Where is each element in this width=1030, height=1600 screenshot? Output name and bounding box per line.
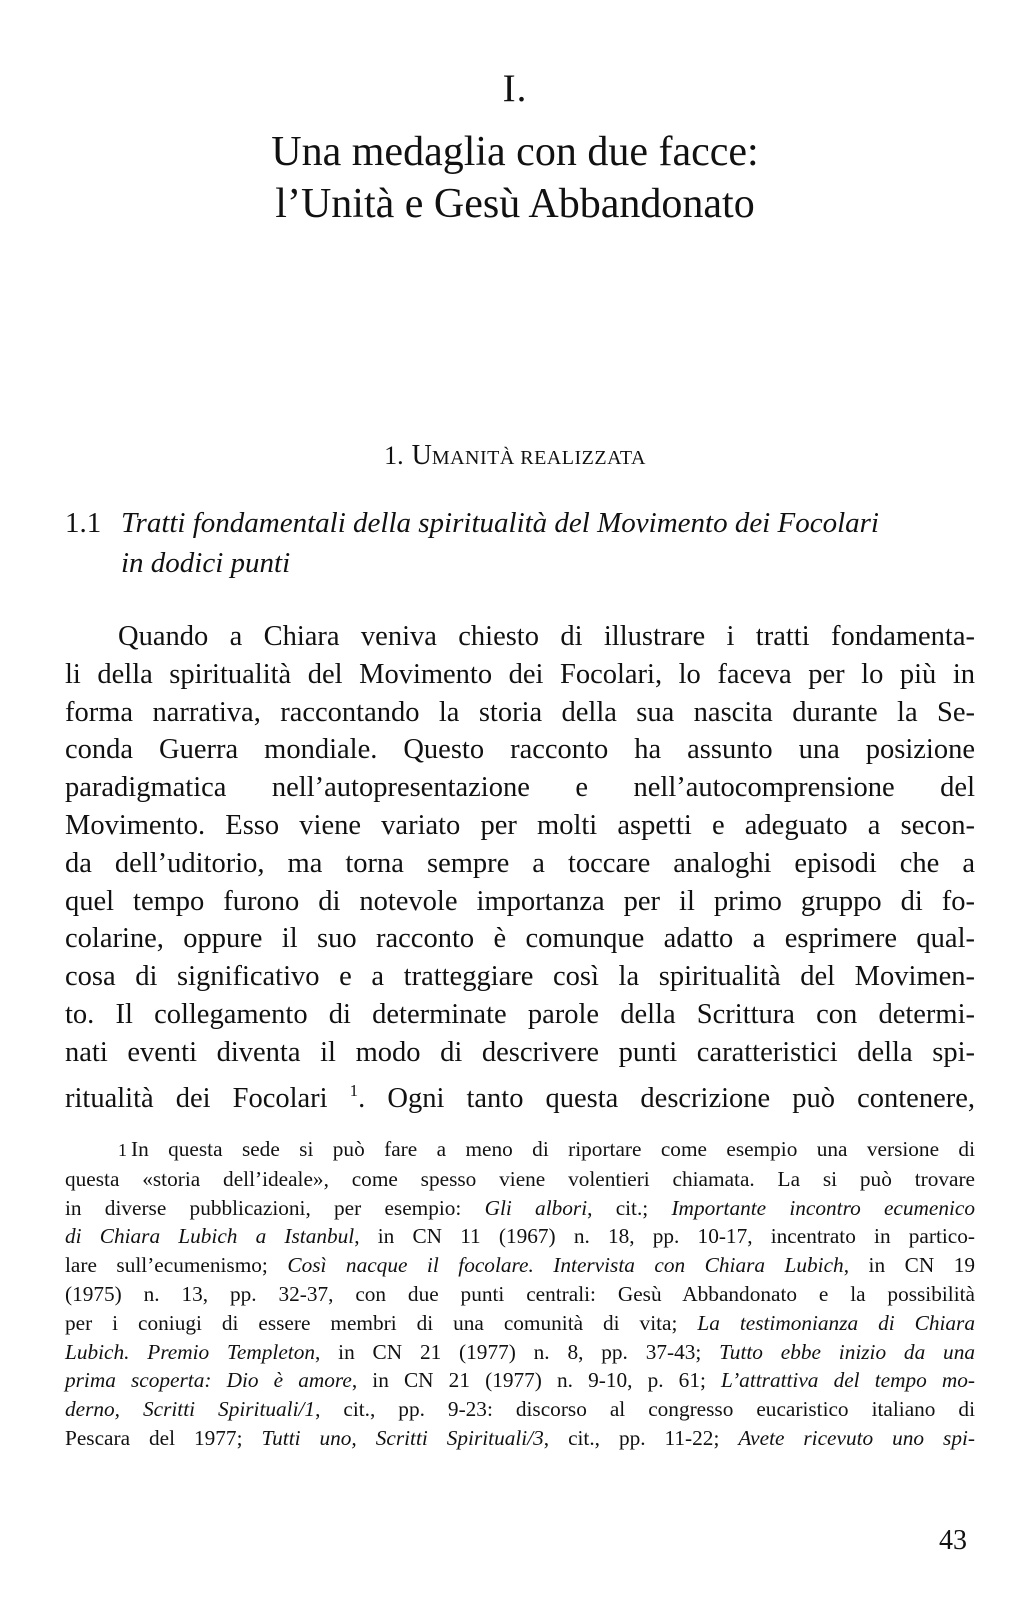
body-line-last [65,1072,975,1118]
body-line: cosa di significativo e a tratteggiare così la spiritualità del Movimen- [65,961,975,993]
body-line: li della spiritualità del Movimento dei Focolari, lo faceva per lo più in [65,658,975,690]
body-line: Movimento. Esso viene variato per molti aspetti e adeguato a secon- [65,809,975,841]
footnote-line [65,1135,975,1165]
footnote-citation: derno, Scritti Spirituali/1 [65,1397,316,1422]
footnote-text: per i coniugi di essere membri di una comunità di vita; [65,1310,698,1335]
chapter-title-line-1: Una medaglia con due facce: [271,129,759,175]
body-paragraph [65,618,975,1117]
footnote-text: , cit., pp. 11-22; [543,1425,739,1450]
footnote-citation: Tutti uno, Scritti Spirituali/3 [261,1425,544,1450]
footnote-citation: Così nacque il focolare. Intervista con Chiara Lubich [287,1253,844,1278]
footnote-text: , in CN 19 [843,1253,975,1278]
body-line: da dell’uditorio, ma torna sempre a toccare analoghi episodi che a [65,847,975,879]
footnote-line [65,1338,975,1367]
footnote-citation: Tutto ebbe inizio da una [719,1339,975,1364]
subsection-heading [65,503,971,583]
footnote [65,1135,975,1453]
body-line: nati eventi diventa il modo di descrivere punti caratteristici della spi- [65,1036,975,1068]
footnote-citation: Lubich. Premio Templeton [65,1339,315,1364]
footnote-line: questa «storia dell’ideale», come spesso viene volentieri chiamata. La si può trovare [65,1166,975,1191]
body-line: Quando a Chiara veniva chiesto di illustrare i tratti fondamenta- [118,621,975,652]
footnote-citation: Avete ricevuto uno spi- [738,1425,975,1450]
footnote-text: , cit., pp. 9-23: discorso al congresso eucaristico italiano di [315,1397,975,1422]
subsection-heading-line-1 [65,503,971,543]
footnote-line: (1975) n. 13, pp. 32-37, con due punti centrali: Gesù Abbandonato e la possibilità [65,1281,975,1306]
body-text-segment: ritualità dei Focolari [65,1082,350,1114]
footnote-line [65,1251,975,1280]
footnote-citation: La testimonianza di Chiara [697,1310,975,1335]
chapter-number: I. [502,67,528,110]
body-line: colarine, oppure il suo racconto è comunque adatto a esprimere qual- [65,923,975,955]
body-text-segment: . Ogni tanto questa descrizione può contenere, [358,1082,975,1114]
footnote-line [65,1424,975,1453]
footnote-text: Pescara del 1977; [65,1425,262,1450]
footnote-citation: L’attrattiva del tempo mo- [721,1368,976,1393]
body-line: quel tempo furono di notevole importanza per il primo gruppo di fo- [65,885,975,917]
footnote-citation: di Chiara Lubich a Istanbul [65,1224,355,1249]
chapter-title-line-2: l’Unità e Gesù Abbandonato [275,181,755,227]
footnote-text: In questa sede si può fare a meno di riportare come esempio una versione di [131,1137,975,1161]
footnote-line [65,1395,975,1424]
subsection-title-line-2: in dodici punti [121,547,291,579]
footnote-text: , in CN 21 (1977) n. 9-10, p. 61; [351,1368,722,1393]
body-line: conda Guerra mondiale. Questo racconto ha assunto una posizione [65,734,975,766]
section-title-rest: MANITÀ REALIZZATA [431,447,646,469]
footnote-reference: 1 [349,1080,359,1100]
section-title-initial: U [411,440,432,471]
footnote-mark: 1 [118,1140,127,1160]
section-heading [0,440,1030,472]
subsection-number: 1.1 [65,507,102,539]
body-line: to. Il collegamento di determinate parole della Scrittura con determi- [65,998,975,1030]
footnote-text: in diverse pubblicazioni, per esempio: [65,1195,485,1220]
body-line: forma narrativa, raccontando la storia della sua nascita durante la Se- [65,696,975,728]
footnote-line [65,1222,975,1251]
chapter-title [0,126,1030,230]
subsection-title-line-1: Tratti fondamentali della spiritualità del Movimento dei Focolari [121,507,879,539]
footnote-line [65,1309,975,1338]
footnote-text: , in CN 11 (1967) n. 18, pp. 10-17, incentrato in partico- [354,1224,975,1249]
body-line: paradigmatica nell’autopresentazione e nell’autocomprensione del [65,772,975,804]
footnote-line [65,1366,975,1395]
footnote-text: , cit.; [587,1195,672,1220]
footnote-line [65,1194,975,1223]
section-number: 1. [384,441,404,470]
footnote-citation: Importante incontro ecumenico [671,1195,976,1220]
footnote-text: lare sull’ecumenismo; [65,1253,288,1278]
footnote-text: , in CN 21 (1977) n. 8, pp. 37-43; [315,1339,720,1364]
footnote-citation: prima scoperta: Dio è amore [65,1368,352,1393]
page-number: 43 [939,1525,967,1556]
footnote-citation: Gli albori [484,1195,588,1220]
